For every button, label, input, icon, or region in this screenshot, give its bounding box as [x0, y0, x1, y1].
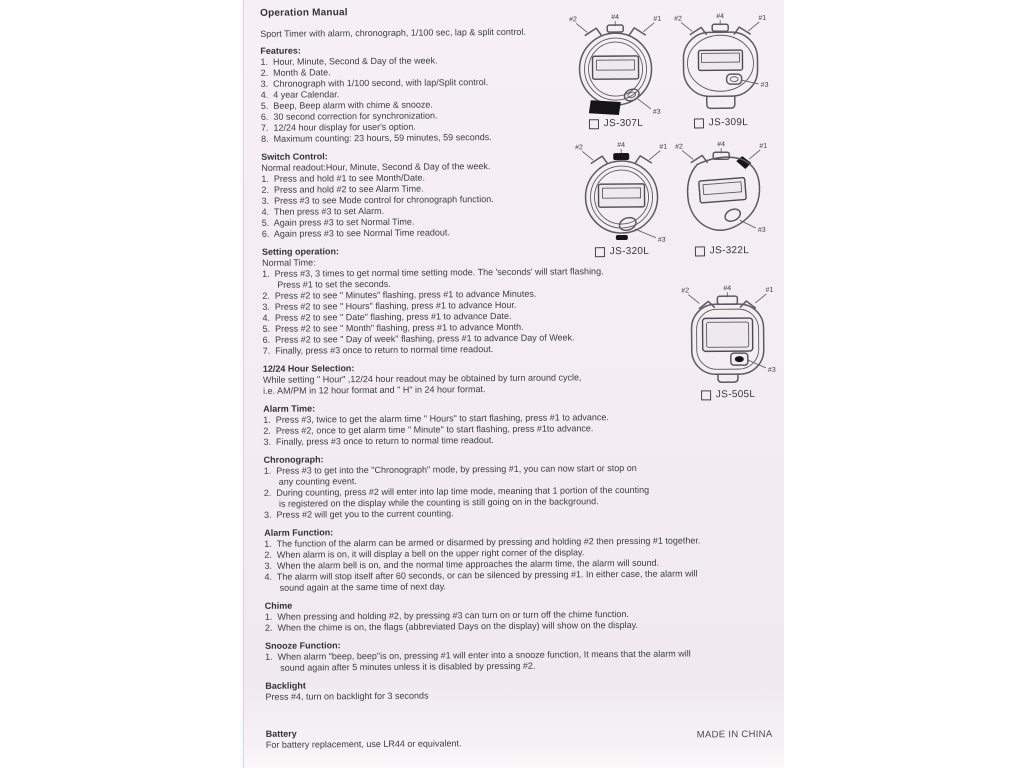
top-button	[607, 25, 623, 32]
top-button	[717, 296, 737, 304]
top-button	[613, 153, 629, 160]
manual-section	[265, 597, 774, 634]
made-in-label: MADE IN CHINA	[696, 728, 773, 741]
callout-button4: #4	[717, 141, 726, 149]
stopwatch-diagram	[569, 139, 674, 246]
manual-section	[265, 637, 774, 674]
section-line: 2. When alarm is on, it will display a bell on the upper right corner of the display.	[264, 547, 585, 560]
section-line: Press #4, turn on backlight for 3 seconds	[265, 690, 429, 702]
manual-paper	[243, 0, 784, 768]
section-line: is registered on the display while the counting is still going on in the background.	[278, 496, 599, 509]
section-line: 3. Press #2 to see " Hours" flashing, press #1 to advance Hour.	[262, 299, 517, 312]
model-name: JS-320L	[609, 245, 650, 258]
side-button	[727, 74, 742, 84]
model-checkbox	[694, 118, 704, 128]
top-button	[712, 24, 728, 31]
model-name: JS-322L	[709, 245, 750, 257]
section-line: sound again after 5 minutes unless it is disabled by pressing #2.	[280, 660, 536, 673]
model-checkbox	[695, 246, 705, 256]
manual-section	[265, 677, 774, 703]
section-line: 5. Press #2 to see " Month" flashing, press #1 to advance Month.	[262, 321, 524, 334]
callout-button4: #4	[611, 14, 620, 22]
section-line: 6. Press #2 to see " Day of week" flashing, press #1 to advance Day of Week.	[262, 332, 575, 345]
section-heading: 12/24 Hour Selection:	[262, 363, 355, 374]
model-label	[564, 118, 668, 130]
section-line: 8. Maximum counting: 23 hours, 59 minutes, 59 seconds.	[261, 132, 492, 144]
model-label	[676, 389, 780, 401]
section-line: 7. 12/24 hour display for user's option.	[260, 121, 416, 133]
model-label	[570, 246, 674, 258]
section-line: 3. Press #3 to see Mode control for chronograph function.	[261, 194, 494, 206]
callout-button2: #2	[575, 144, 583, 152]
section-line: 7. Finally, press #3 once to return to normal time readout.	[262, 344, 494, 356]
section-heading: Backlight	[265, 680, 306, 691]
bottom-button	[616, 235, 628, 240]
section-heading: Switch Control:	[261, 151, 328, 162]
section-line: Normal Time:	[262, 257, 316, 268]
callout-button4: #4	[716, 13, 725, 21]
section-line: Normal readout:Hour, Minute, Second & Day of the week.	[261, 161, 491, 173]
section-heading: Features:	[260, 45, 301, 56]
callout-button1: #1	[759, 142, 768, 150]
section-heading: Setting operation:	[261, 246, 339, 257]
section-line: 1. The function of the alarm can be armed or disarmed by pressing and holding #2 then pressing #1 together.	[264, 535, 701, 549]
section-line: 5. Beep, Beep alarm with chime & snooze.	[260, 99, 433, 111]
lcd-display	[592, 56, 638, 79]
section-heading: Alarm Function:	[264, 527, 334, 538]
callout-button3: #3	[757, 226, 766, 234]
stopwatch-diagram	[563, 11, 668, 118]
callout-button1: #1	[758, 14, 767, 22]
section-line: 2. When the chime is on, the flags (abbreviated Days on the display) will show on the display.	[264, 619, 638, 633]
model-name: JS-309L	[708, 117, 749, 129]
callout-button2: #2	[674, 15, 682, 23]
section-line: 2. Press #2 to see " Minutes" flashing, press #1 to advance Minutes.	[262, 288, 537, 301]
manual-section	[263, 400, 772, 448]
stopwatch-diagram	[668, 10, 773, 117]
right-button	[629, 28, 645, 35]
callout-button1: #1	[653, 15, 662, 23]
callout-button1: #1	[765, 286, 774, 294]
section-line: 5. Again press #3 to set Normal Time.	[261, 216, 415, 228]
section-line: i.e. AM/PM in 12 hour format and " H" in 24 hour format.	[263, 384, 486, 396]
right-button	[635, 156, 651, 163]
lcd-display	[702, 318, 752, 351]
manual-content	[241, 0, 787, 768]
bottom-tab	[707, 96, 735, 108]
lcd-display	[699, 177, 747, 203]
page-title: Operation Manual	[260, 7, 348, 19]
manual-section	[264, 451, 774, 521]
section-heading: Alarm Time:	[263, 403, 316, 414]
section-line: 1. Hour, Minute, Second & Day of the week.	[260, 55, 438, 67]
side-button	[723, 207, 742, 224]
model-checkbox	[589, 119, 599, 129]
left-button	[585, 28, 601, 35]
section-heading: Snooze Function:	[265, 640, 341, 651]
section-line: 6. Again press #3 to see Normal Time readout.	[261, 227, 450, 239]
section-line: 2. Press and hold #2 to see Alarm Time.	[261, 183, 424, 195]
callout-button3: #3	[767, 366, 776, 374]
stopwatch-diagram	[669, 138, 774, 245]
left-button	[591, 156, 607, 163]
section-line: 4. 4 year Calendar.	[260, 89, 340, 100]
section-line: 2. During counting, press #2 will enter into lap time mode, meaning that 1 portion of the counting	[263, 484, 650, 498]
lcd-display	[598, 184, 644, 207]
section-line: 2. Month & Date.	[260, 67, 331, 78]
manual-section	[264, 524, 774, 594]
stopwatch-figure-JS-307L	[563, 11, 668, 130]
section-line: 1. Press #3, 3 times to get normal time setting mode. The 'seconds' will start flashing.	[262, 266, 604, 279]
section-line: 1. Press #3, twice to get the alarm time " Hours" to start flashing, press #1 to advance.	[263, 412, 609, 425]
section-line: For battery replacement, use LR44 or equivalent.	[265, 738, 462, 750]
callout-button2: #2	[675, 143, 683, 151]
section-line: 2. Press #2, once to get alarm time " Minute" to start flashing, press #1to advance.	[263, 423, 594, 436]
section-heading: Chime	[264, 600, 293, 611]
stopwatch-figure-JS-322L	[669, 138, 774, 257]
section-heading: Battery	[265, 728, 297, 739]
section-heading: Chronograph:	[263, 454, 324, 465]
stopwatch-figure-JS-309L	[668, 10, 773, 129]
callout-button4: #4	[723, 285, 732, 293]
model-label	[669, 117, 773, 129]
model-name: JS-505L	[715, 388, 756, 401]
side-button	[623, 87, 641, 103]
section-line: 3. Press #2 will get you to the current counting.	[263, 508, 454, 520]
model-checkbox	[595, 247, 605, 257]
callout-button3: #3	[657, 236, 666, 244]
section-line: 1. When pressing and holding #2, by pressing #3 can turn on or turn off the chime function.	[264, 608, 629, 622]
section-line: While setting " Hour" ,12/24 hour readout may be obtained by turn around cycle,	[262, 372, 582, 385]
section-line: 1. Press #3 to get into the "Chronograph" mode, by pressing #1, you can now start or stop on	[263, 462, 637, 476]
callout-button3: #3	[652, 108, 661, 116]
stopwatch-diagram	[675, 282, 780, 389]
section-line: 3. Chronograph with 1/100 second, with lap/Split control.	[260, 77, 489, 89]
model-name: JS-307L	[603, 117, 644, 130]
bottom-tab	[718, 374, 738, 382]
section-line: any counting event.	[278, 476, 357, 487]
section-line: 3. When the alarm bell is on, and the normal time approaches the alarm time, the alarm will sound.	[264, 557, 660, 571]
model-checkbox	[701, 390, 711, 400]
section-line: 4. The alarm will stop itself after 60 seconds, or can be silenced by pressing #1. In either case, the alarm will	[264, 568, 698, 582]
callout-button2: #2	[681, 287, 690, 295]
section-line: sound again at the same time of next day.	[279, 581, 447, 593]
belt-clip	[589, 100, 621, 115]
callout-button3: #3	[760, 81, 769, 89]
stopwatch-figure-JS-505L	[675, 282, 780, 401]
callout-button4: #4	[617, 142, 626, 150]
section-line: 1. When alarm "beep, beep"is on, pressing #1 will enter into a snooze function, It means that the alarm will	[265, 648, 691, 662]
section-line: 3. Finally, press #3 once to return to normal time readout.	[263, 435, 494, 447]
callout-button2: #2	[569, 16, 577, 24]
manual-subtitle: Sport Timer with alarm, chronograph, 1/100 sec, lap & split control.	[260, 26, 526, 39]
section-line: 6. 30 second correction for synchronization.	[260, 110, 438, 122]
stopwatch-figure-JS-320L	[569, 139, 674, 258]
section-line: 1. Press and hold #1 to see Month/Date.	[261, 172, 426, 184]
model-label	[670, 245, 774, 257]
section-line: 4. Then press #3 to set Alarm.	[261, 205, 385, 217]
section-line: 4. Press #2 to see " Date" flashing, press #1 to advance Date.	[262, 310, 512, 323]
callout-button1: #1	[659, 143, 668, 151]
section-line: Press #1 to set the seconds.	[277, 278, 391, 290]
